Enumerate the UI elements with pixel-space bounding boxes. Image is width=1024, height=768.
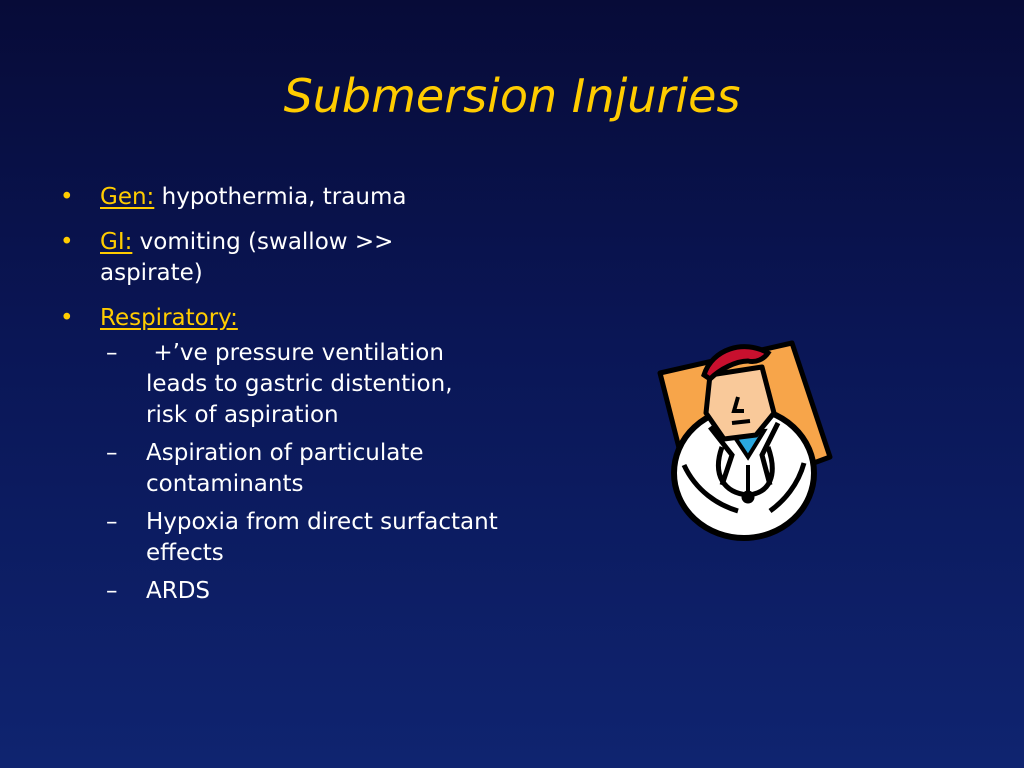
bullet-text-gen: hypothermia, trauma xyxy=(161,184,407,210)
sub-bullet-text: ARDS xyxy=(146,578,211,604)
bullet-item-respiratory xyxy=(60,303,500,607)
bullet-marker: • xyxy=(60,229,74,255)
bullet-list xyxy=(60,182,500,614)
bullet-label-gi: GI: xyxy=(100,229,133,255)
sub-bullet-item xyxy=(106,438,500,500)
sub-bullet-item xyxy=(106,338,500,431)
sub-bullet-item xyxy=(106,507,500,569)
sub-bullet-marker: – xyxy=(106,340,118,366)
doctor-stethoscope-icon xyxy=(652,335,837,545)
sub-bullet-marker: – xyxy=(106,509,118,535)
sub-bullet-marker: – xyxy=(106,440,118,466)
bullet-marker: • xyxy=(60,305,74,331)
sub-bullet-text: Hypoxia from direct surfactant effects xyxy=(146,509,498,566)
slide-title: Submersion Injuries xyxy=(283,69,741,123)
sub-bullet-text: +’ve pressure ventilation leads to gastric distention, risk of aspiration xyxy=(146,340,460,428)
bullet-text-gi: vomiting (swallow >> aspirate) xyxy=(100,229,394,286)
bullet-label-gen: Gen: xyxy=(100,184,155,210)
sub-bullet-text: Aspiration of particulate contaminants xyxy=(146,440,424,497)
sub-bullet-marker: – xyxy=(106,578,118,604)
bullet-item-gi xyxy=(60,227,500,289)
bullet-marker: • xyxy=(60,184,74,210)
sub-bullet-item xyxy=(106,576,500,607)
sub-bullet-list xyxy=(106,338,500,607)
bullet-label-respiratory: Respiratory: xyxy=(100,305,238,331)
bullet-item-gen xyxy=(60,182,500,213)
